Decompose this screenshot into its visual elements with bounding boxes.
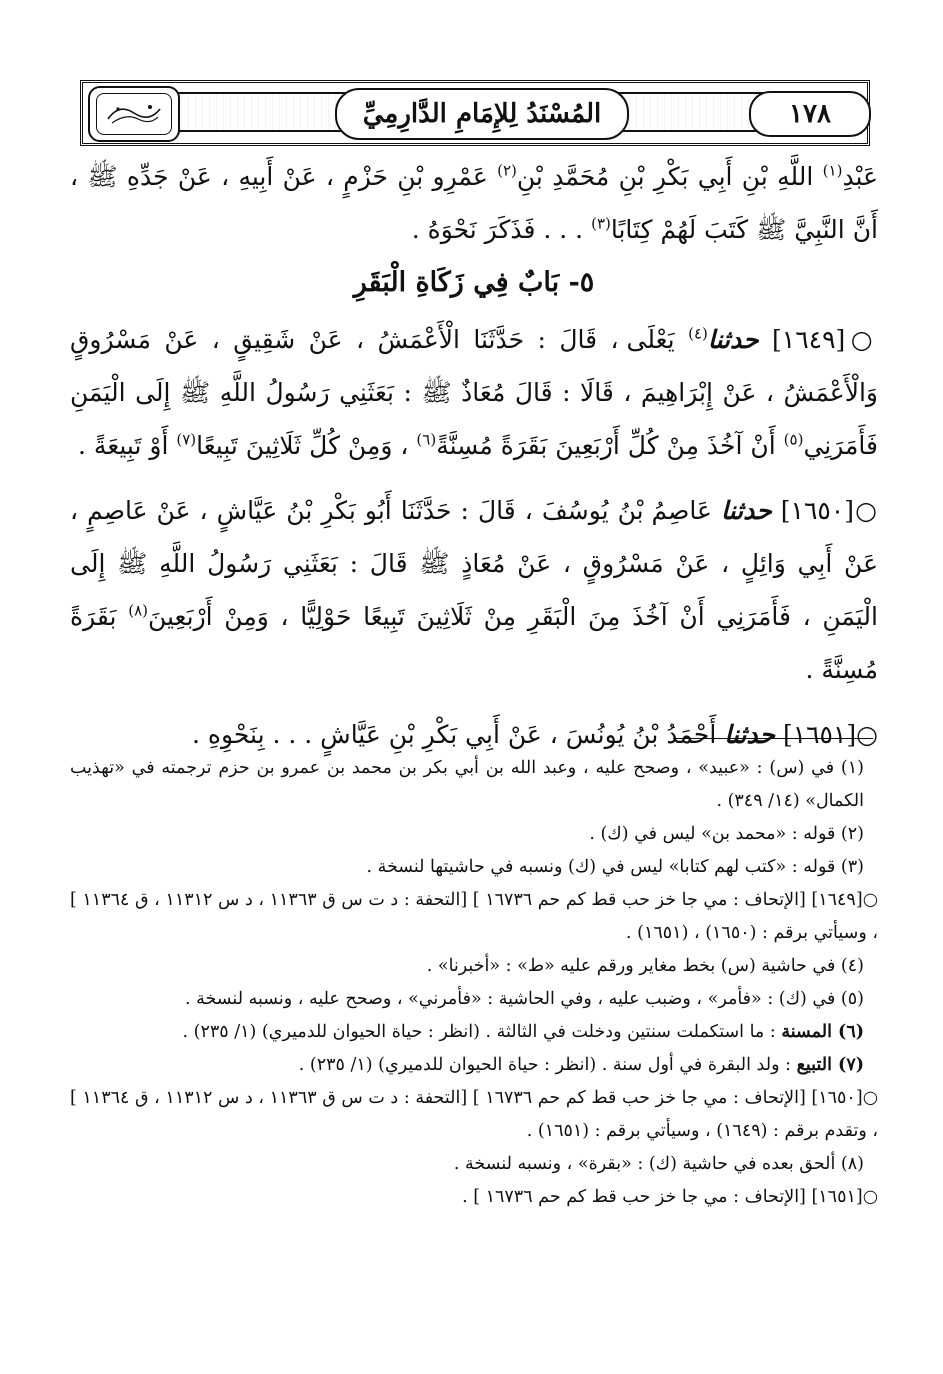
hadith-number: ○[١٦٥٠]: [780, 496, 878, 525]
footnote-term: (٦) المسنة: [781, 1022, 864, 1042]
footnote-divider: [673, 738, 873, 739]
footnote-7: (٧) التبيع : ولد البقرة في أول سنة . (انظر : حياة الحيوان للدميري) (١/ ٢٣٥) .: [298, 1055, 864, 1075]
book-title: المُسْنَدُ لِلإِمَامِ الدَّارِمِيِّ: [335, 88, 629, 140]
footnote-4: (٤) في حاشية (س) بخط مغاير ورقم عليه «ط» : «أخبرنا» .: [426, 956, 864, 976]
main-text: [70, 150, 878, 761]
book-emblem-icon: [88, 86, 180, 142]
footnote-ref[interactable]: (٣): [591, 214, 611, 233]
hadith-1649: ○[١٦٤٩] حدثنا$^{(٤)}$ يَعْلَى ، قَالَ : حَدَّثَنَا الْأَعْمَشُ ، عَنْ شَقِيقٍ ، عَنْ مَسْرُوقٍ وَالْأَعْمَشُ ، عَنْ إِبْرَاهِيمَ ، قَالَا : قَالَ مُعَاذٌ ﷺ : بَعَثَنِي رَسُولُ اللَّهِ ﷺ إِلَى الْيَمَنِ فَأَمَرَنِي$^{(٥)}$ أَنْ آخُذَ مِنْ كُلِّ أَرْبَعِينَ بَقَرَةً مُسِنَّةً$^{(٦)}$ ، وَمِنْ كُلِّ ثَلَاثِينَ تَبِيعًا$^{(٧)}$ أَوْ تَبِيعَةً .: [70, 324, 879, 460]
chapter-title: ٥- بَابٌ فِي زَكَاةِ الْبَقَرِ: [353, 267, 595, 298]
hadith-number: ○[١٦٥١]: [782, 720, 878, 749]
footnotes-section: [70, 752, 878, 1214]
ithaf-note-1651: ○[١٦٥١] [الإتحاف : مي جا خز حب قط كم حم ١٦٧٣٦ ] .: [462, 1187, 878, 1207]
ithaf-note-1650: ○[١٦٥٠] [الإتحاف : مي جا خز حب قط كم حم ١٦٧٣٦ ] [التحفة : د ت س ق ١١٣٦٣ ، د س ١١٣١٢ ، ق ١١٣٦٤ ] ، وتقدم برقم : (١٦٤٩) ، وسيأتي برقم : (١٦٥١) .: [70, 1088, 878, 1141]
footnote-ref[interactable]: (٨): [128, 601, 148, 620]
footnote-ref[interactable]: (٧): [176, 430, 197, 449]
footnote-ref[interactable]: (٢): [497, 161, 517, 180]
hadith-1650: ○[١٦٥٠] حدثنا عَاصِمُ بْنُ يُوسُفَ ، قَالَ : حَدَّثَنَا أَبُو بَكْرِ بْنُ عَيَّاشٍ ، عَنْ عَاصِمٍ ، عَنْ أَبِي وَائِلٍ ، عَنْ مَسْرُوقٍ ، عَنْ مُعَاذٍ ﷺ قَالَ : بَعَثَنِي رَسُولُ اللَّهِ ﷺ إِلَى الْيَمَنِ ، فَأَمَرَنِي أَنْ آخُذَ مِنَ الْبَقَرِ مِنْ ثَلَاثِينَ تَبِيعًا حَوْلِيًّا ، وَمِنْ أَرْبَعِينَ$^{(٨)}$ بَقَرَةً مُسِنَّةً .: [70, 496, 878, 684]
footnote-8: (٨) ألحق بعده في حاشية (ك) : «بقرة» ، ونسبه لنسخة .: [453, 1154, 864, 1174]
hadith-number: ○[١٦٤٩]: [772, 325, 879, 354]
footnote-6: (٦) المسنة : ما استكملت سنتين ودخلت في الثالثة . (انظر : حياة الحيوان للدميري) (١/ ٢٣٥) .: [182, 1022, 864, 1042]
footnote-ref[interactable]: (٥): [783, 430, 804, 449]
footnote-ref[interactable]: (٦): [416, 430, 437, 449]
ithaf-note-1649: ○[١٦٤٩] [الإتحاف : مي جا خز حب قط كم حم ١٦٧٣٦ ] [التحفة : د ت س ق ١١٣٦٣ ، د س ١١٣١٢ ، ق ١١٣٦٤ ] ، وسيأتي برقم : (١٦٥٠) ، (١٦٥١) .: [70, 890, 878, 943]
continuation-paragraph: عَبْدِ$^{(١)}$ اللَّهِ بْنِ أَبِي بَكْرِ بْنِ مُحَمَّدِ بْنِ$^{(٢)}$ عَمْرِو بْنِ حَزْمٍ ، عَنْ أَبِيهِ ، عَنْ جَدِّهِ ﷺ ، أَنَّ النَّبِيَّ ﷺ كَتَبَ لَهُمْ كِتَابًا$^{(٣)}$ . . . فَذَكَرَ نَحْوَهُ .: [70, 161, 879, 244]
footnote-5: (٥) في (ك) : «فأمر» ، وضبب عليه ، وفي الحاشية : «فأمرني» ، وصحح عليه ، ونسبه لنسخة .: [185, 989, 864, 1009]
footnote-3: (٣) قوله : «كتب لهم كتابا» ليس في (ك) ونسبه في حاشيتها لنسخة .: [366, 857, 864, 877]
footnote-ref[interactable]: (٤): [688, 324, 708, 343]
footnote-2: (٢) قوله : «محمد بن» ليس في (ك) .: [589, 824, 864, 844]
footnote-ref[interactable]: (١): [822, 161, 843, 180]
footnote-1: (١) في (س) : «عبيد» ، وصحح عليه ، وعبد الله بن أبي بكر بن محمد بن عمرو بن حزم ترجمته في «تهذيب الكمال» (١٤/ ٣٤٩) .: [70, 758, 864, 811]
hadith-1651: ○[١٦٥١] حدثنا أَحْمَدُ بْنُ يُونُسَ ، عَنْ أَبِي بَكْرِ بْنِ عَيَّاشٍ . . . بِنَحْوِهِ .: [192, 720, 878, 749]
page-number: ١٧٨: [749, 91, 871, 137]
footnote-term: (٧) التبيع: [796, 1055, 864, 1075]
